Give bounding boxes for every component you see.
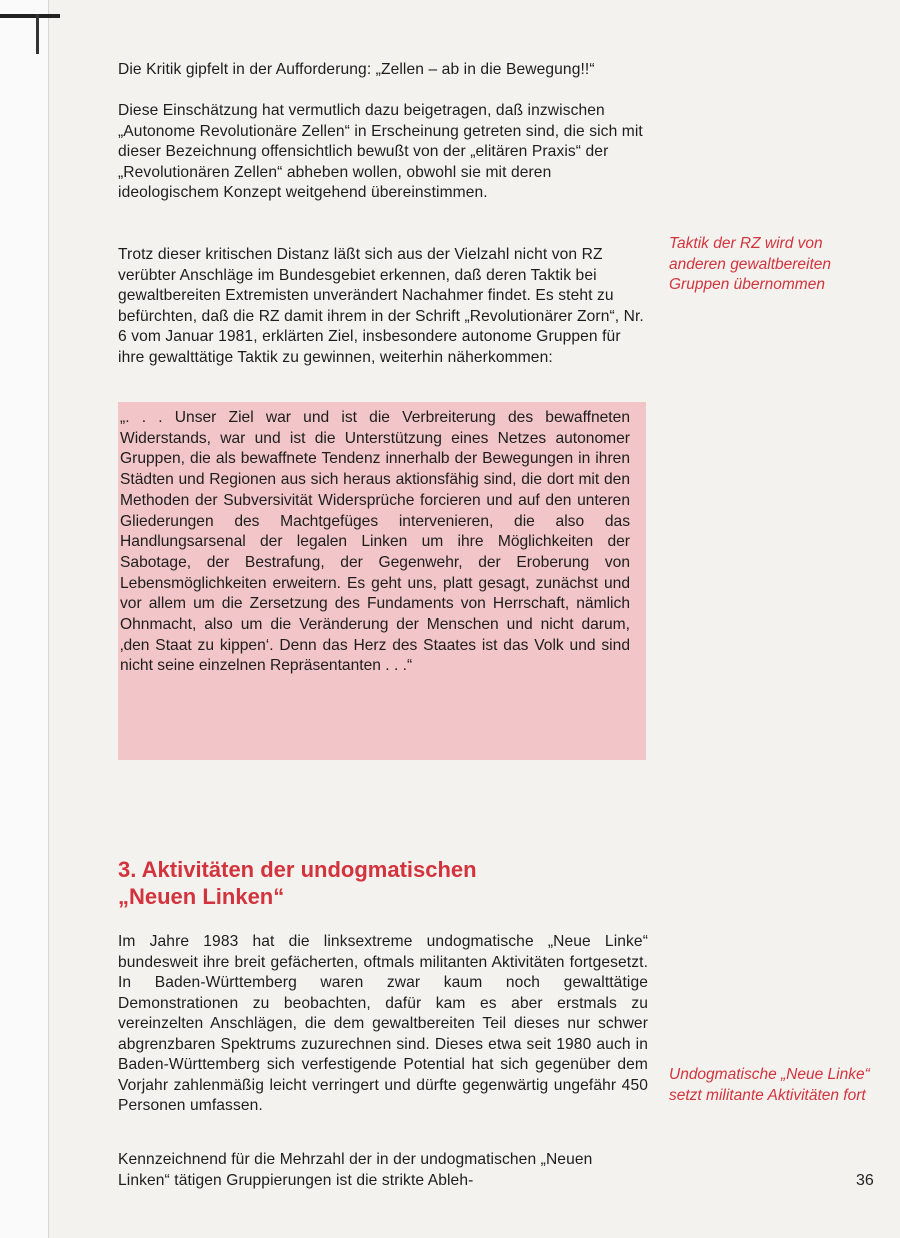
scan-corner-mark-vertical xyxy=(36,14,39,54)
section-heading-line-1: 3. Aktivitäten der undogmatischen xyxy=(118,857,477,882)
margin-note-rz-tactics: Taktik der RZ wird von anderen gewaltbereiten Gruppen übernommen xyxy=(669,235,832,293)
section-heading xyxy=(118,856,648,910)
margin-note-neue-linke: Undogmatische „Neue Linke“ setzt militante Aktivitäten fort xyxy=(669,1066,870,1104)
page-number: 36 xyxy=(856,1172,874,1189)
section-heading-line-2: „Neuen Linken“ xyxy=(118,884,285,909)
body-paragraph-3: Trotz dieser kritischen Distanz läßt sich aus der Vielzahl nicht von RZ verübter Anschläge im Bundesgebiet erkennen, daß deren Taktik bei gewaltbereiten Extremisten unverändert Nachahmer findet. Es steht zu befürchten, daß die RZ damit ihrem in der Schrift „Revolutionärer Zorn“, Nr. 6 vom Januar 1981, erklärten Ziel, insbesondere autonome Gruppen für ihre gewalttätige Taktik zu gewinnen, weiterhin näherkommen: xyxy=(118,246,644,366)
scan-corner-mark xyxy=(0,14,60,18)
body-paragraph-1: Die Kritik gipfelt in der Aufforderung: „Zellen – ab in die Bewegung!!“ xyxy=(118,61,595,78)
body-paragraph-5: Kennzeichnend für die Mehrzahl der in der undogmatischen „Neuen Linken“ tätigen Gruppierungen ist die strikte Ableh- xyxy=(118,1151,593,1189)
page-binding-edge xyxy=(0,0,49,1238)
body-paragraph-2: Diese Einschätzung hat vermutlich dazu beigetragen, daß inzwischen „Autonome Revolutionäre Zellen“ in Erscheinung getreten sind, die sich mit dieser Bezeichnung offensichtlich bewußt von der „elitären Praxis“ der „Revolutionären Zellen“ abheben wollen, obwohl sie mit deren ideologischem Konzept weitgehend übereinstimmen. xyxy=(118,102,643,201)
quote-text: „. . . Unser Ziel war und ist die Verbreiterung des bewaffneten Widerstands, war und ist die Unterstützung eines Netzes autonomer Gruppen, die als bewaffnete Tendenz innerhalb der Bewegungen in ihren Städten und Regionen aus sich heraus aktionsfähig sind, die dort mit den Methoden der Subversivität Widersprüche forcieren und auf den unteren Gliederungen des Machtgefüges intervenieren, die also das Handlungsarsenal der legalen Linken um ihre Möglichkeiten der Sabotage, der Bestrafung, der Gegenwehr, der Eroberung von Lebensmöglichkeiten erweitern. Es geht uns, platt gesagt, zunächst und vor allem um die Zersetzung des Fundaments von Herrschaft, nämlich Ohnmacht, also um die Veränderung der Menschen und nicht darum, ‚den Staat zu kippen‘. Denn das Herz des Staates ist das Volk und sind nicht seine einzelnen Repräsentanten . . .“ xyxy=(120,409,630,675)
body-paragraph-4: Im Jahre 1983 hat die linksextreme undogmatische „Neue Linke“ bundesweit ihre breit gefächerten, oftmals militanten Aktivitäten fortgesetzt. In Baden-Württemberg waren zwar kaum noch gewalttätige Demonstrationen zu beobachten, dafür kam es aber erstmals zu vereinzelten Anschlägen, die dem gewaltbereiten Teil dieses nur schwer abgrenzbaren Spektrums zuzurechnen sind. Dieses etwa seit 1980 auch in Baden-Württemberg sich verfestigende Potential hat sich gegenüber dem Vorjahr zahlenmäßig leicht verringert und dürfte gegenwärtig ungefähr 450 Personen umfassen. xyxy=(118,933,648,1114)
